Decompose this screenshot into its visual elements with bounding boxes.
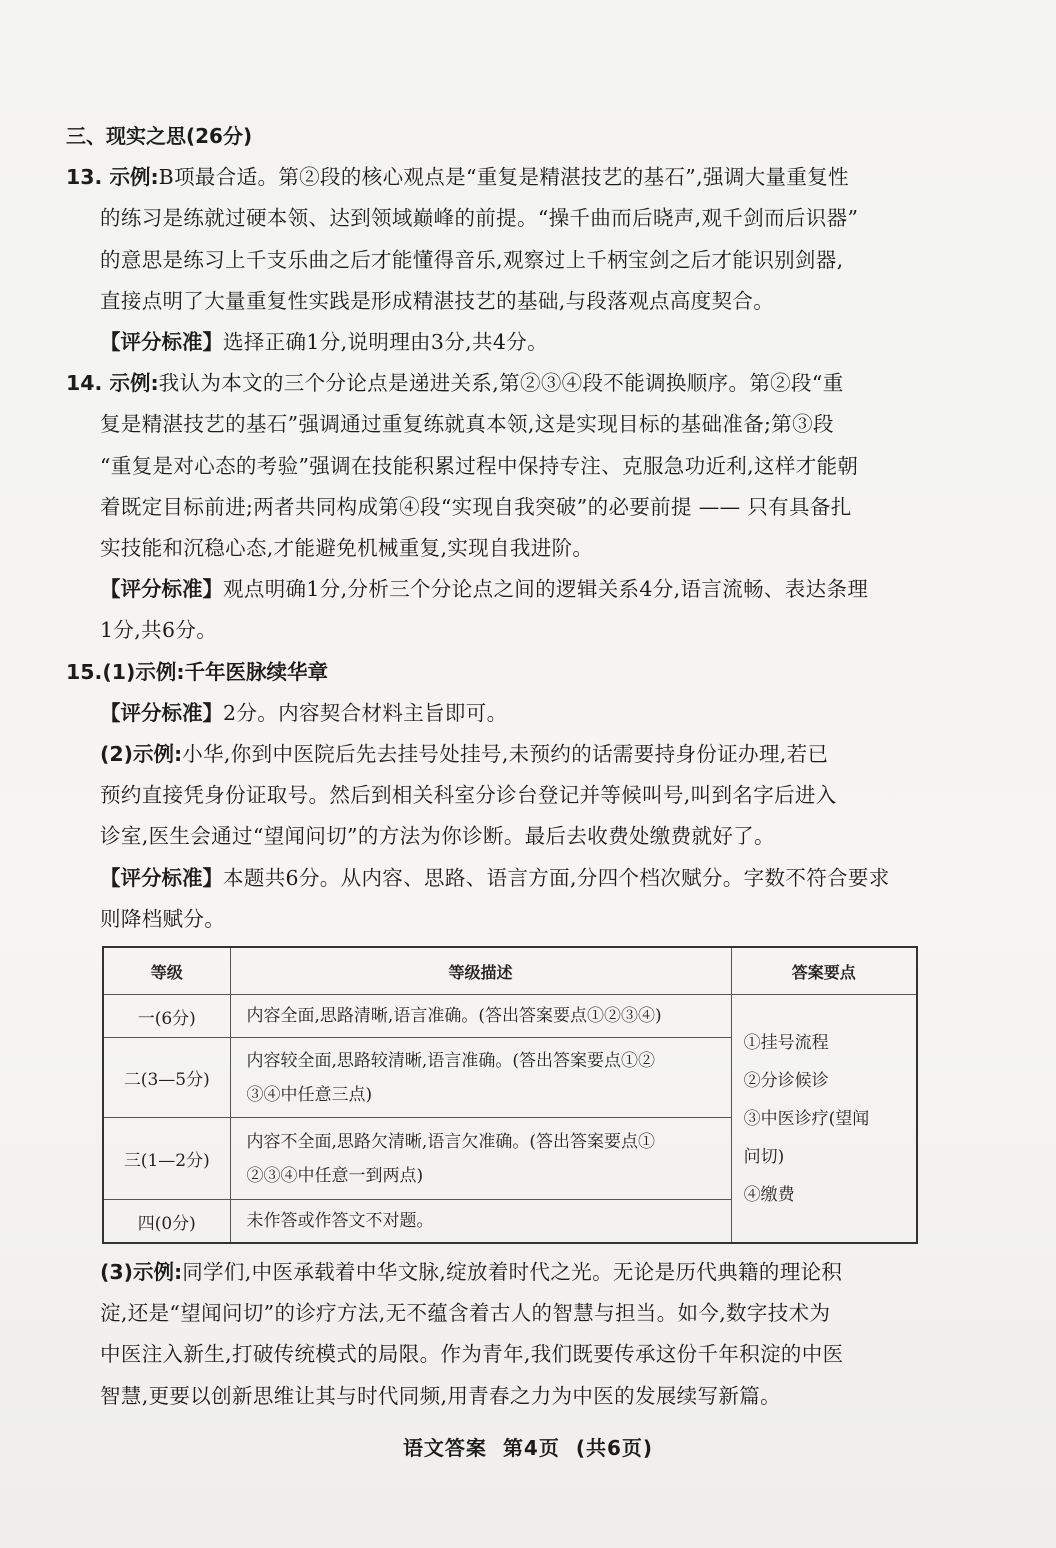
header-grade: 等级 bbox=[103, 947, 230, 995]
q15-part2-score-line-2: 则降档赋分。 bbox=[100, 906, 226, 931]
key-point: ①挂号流程 bbox=[743, 1032, 829, 1053]
q15-part2-line-2: 预约直接凭身份证取号。然后到相关科室分诊台登记并等候叫号,叫到名字后进入 bbox=[100, 783, 837, 808]
q14-label: 14. 示例: bbox=[66, 371, 159, 396]
q13-score: 【评分标准】选择正确1分,说明理由3分,共4分。 bbox=[100, 330, 548, 355]
q15-part3 bbox=[66, 1252, 926, 1417]
key-point: 问切) bbox=[743, 1146, 785, 1167]
q15-part1-score: 【评分标准】2分。内容契合材料主旨即可。 bbox=[100, 700, 508, 725]
q15-part3-line-2: 淀,还是“望闻问切”的诊疗方法,无不蕴含着古人的智慧与担当。如今,数字技术为 bbox=[100, 1301, 831, 1326]
q15-part1: 15.(1)示例:千年医脉续华章 bbox=[66, 659, 329, 684]
q14-line-4: 着既定目标前进;两者共同构成第④段“实现自我突破”的必要前提 —— 只有具备扎 bbox=[100, 494, 852, 519]
q14-score-line-1: 【评分标准】观点明确1分,分析三个分论点之间的逻辑关系4分,语言流畅、表达条理 bbox=[100, 577, 869, 602]
header-key-points: 答案要点 bbox=[731, 947, 917, 995]
q14-line-2: 复是精湛技艺的基石”强调通过重复练就真本领,这是实现目标的基础准备;第③段 bbox=[100, 412, 834, 437]
section-title: 三、现实之思(26分) bbox=[66, 124, 253, 148]
grading-table bbox=[102, 946, 918, 1244]
q15-label: 15. bbox=[66, 659, 103, 684]
q15-part3-line-3: 中医注入新生,打破传统模式的局限。作为青年,我们既要传承这份千年积淀的中医 bbox=[100, 1342, 844, 1367]
q13-line-3: 的意思是练习上千支乐曲之后才能懂得音乐,观察过上千柄宝剑之后才能识别剑器, bbox=[100, 247, 844, 272]
q14-line-3: “重复是对心态的考验”强调在技能积累过程中保持专注、克服急功近利,这样才能朝 bbox=[100, 453, 859, 478]
grade-cell: 一(6分) bbox=[103, 995, 230, 1038]
q13-line-4: 直接点明了大量重复性实践是形成精湛技艺的基础,与段落观点高度契合。 bbox=[100, 288, 775, 313]
q14-line-1: 14. 示例:我认为本文的三个分论点是递进关系,第②③④段不能调换顺序。第②段“重 bbox=[66, 371, 844, 396]
q15-part2-line-1: (2)示例:小华,你到中医院后先去挂号处挂号,未预约的话需要持身份证办理,若已 bbox=[100, 742, 829, 767]
q14-score-line-2: 1分,共6分。 bbox=[100, 618, 218, 643]
q13-label: 13. 示例: bbox=[66, 165, 159, 190]
header-description: 等级描述 bbox=[230, 947, 731, 995]
q13-line-2: 的练习是练就过硬本领、达到领域巅峰的前提。“操千曲而后晓声,观千剑而后识器” bbox=[100, 206, 859, 231]
grade-cell: 四(0分) bbox=[103, 1200, 230, 1244]
grade-cell: 三(1—2分) bbox=[103, 1118, 230, 1200]
description-cell: 内容较全面,思路较清晰,语言准确。(答出答案要点①② ③④中任意三点) bbox=[230, 1038, 731, 1118]
grading-table-header bbox=[103, 947, 917, 995]
page-footer bbox=[0, 1432, 1056, 1461]
description-cell: 内容全面,思路清晰,语言准确。(答出答案要点①②③④) bbox=[230, 995, 731, 1038]
key-point: ②分诊候诊 bbox=[743, 1070, 829, 1091]
description-cell: 未作答或作答文不对题。 bbox=[230, 1200, 731, 1244]
q15-part3-line-1: (3)示例:同学们,中医承载着中华文脉,绽放着时代之光。无论是历代典籍的理论积 bbox=[100, 1260, 843, 1284]
grade-cell: 二(3—5分) bbox=[103, 1038, 230, 1118]
answer-content bbox=[66, 116, 926, 940]
description-cell: 内容不全面,思路欠清晰,语言欠准确。(答出答案要点① ②③④中任意一到两点) bbox=[230, 1118, 731, 1200]
q15-part2-score-line-1: 【评分标准】本题共6分。从内容、思路、语言方面,分四个档次赋分。字数不符合要求 bbox=[100, 865, 890, 890]
q15-part2-line-3: 诊室,医生会通过“望闻问切”的方法为你诊断。最后去收费处缴费就好了。 bbox=[100, 824, 775, 849]
key-point: ④缴费 bbox=[743, 1184, 795, 1205]
key-points-cell bbox=[731, 995, 917, 1244]
table-row bbox=[103, 995, 917, 1038]
footer-total-pages: (共6页) bbox=[575, 1436, 654, 1460]
footer-subject: 语文答案 bbox=[402, 1436, 487, 1460]
q14-line-5: 实技能和沉稳心态,才能避免机械重复,实现自我进阶。 bbox=[100, 536, 594, 561]
key-point: ③中医诊疗(望闻 bbox=[743, 1108, 870, 1129]
q13-line-1: 13. 示例:B项最合适。第②段的核心观点是“重复是精湛技艺的基石”,强调大量重复性 bbox=[66, 165, 849, 190]
footer-page-number: 第4页 bbox=[502, 1436, 560, 1460]
q15-part3-line-4: 智慧,更要以创新思维让其与时代同频,用青春之力为中医的发展续写新篇。 bbox=[100, 1383, 781, 1408]
